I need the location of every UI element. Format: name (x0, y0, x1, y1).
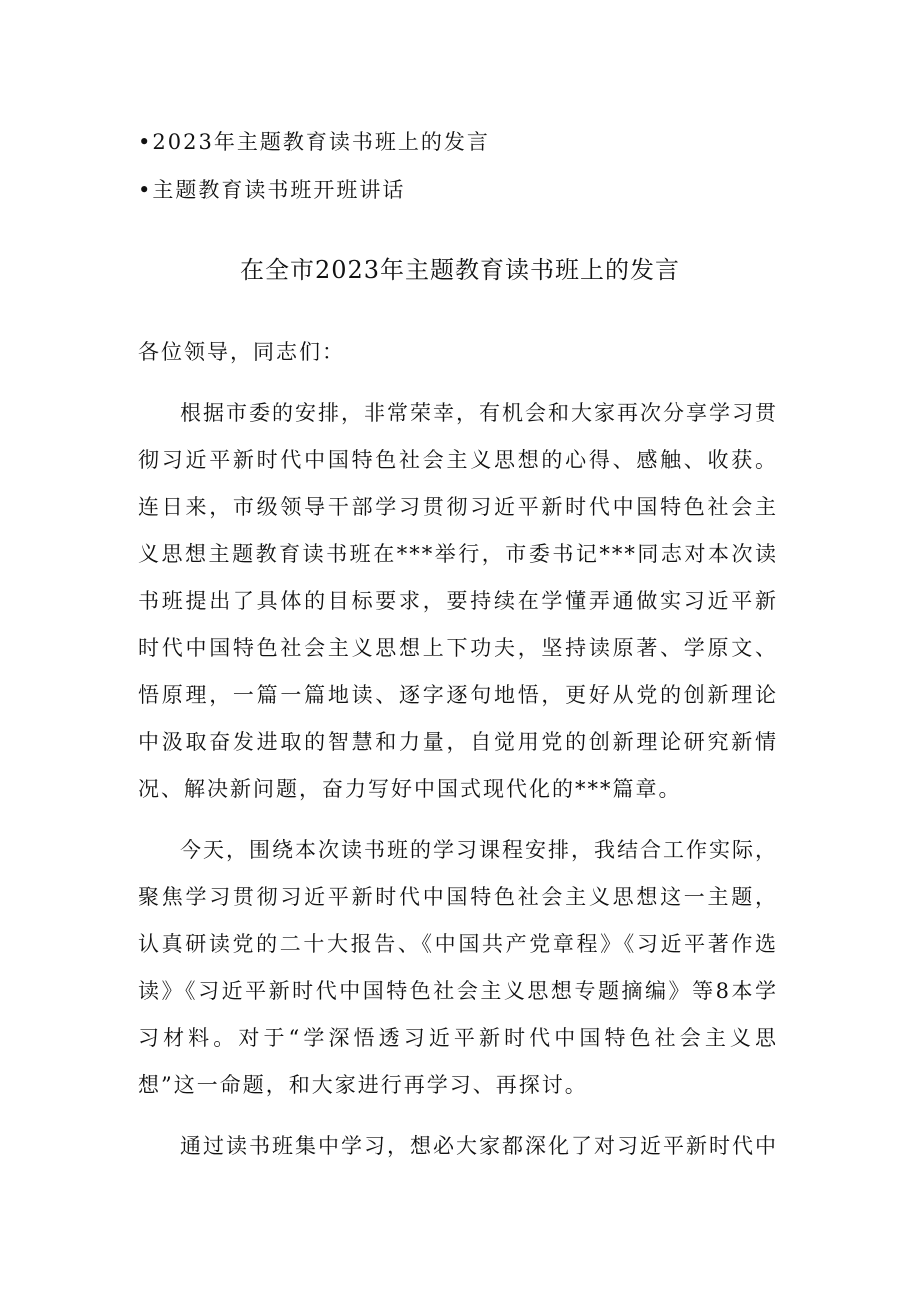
paragraph: 今天，围绕本次读书班的学习课程安排，我结合工作实际，聚焦学习贯彻习近平新时代中国特色社会主义思想这一主题，认真研读党的二十大报告、《中国共产党章程》《习近平著作选读》《习近平新时代中国特色社会主义思想专题摘编》等8本学习材料。对于“学深悟透习近平新时代中国特色社会主义思想”这一命题，和大家进行再学习、再探讨。 (138, 838, 778, 1097)
toc-item: •2023年主题教育读书班上的发言 (138, 130, 490, 154)
paragraph: 通过读书班集中学习，想必大家都深化了对习近平新时代中 (180, 1134, 778, 1158)
toc-item: •主题教育读书班开班讲话 (138, 178, 406, 202)
salutation: 各位领导，同志们： (138, 340, 345, 364)
paragraph: 根据市委的安排，非常荣幸，有机会和大家再次分享学习贯彻习近平新时代中国特色社会主义思想的心得、感触、收获。连日来，市级领导干部学习贯彻习近平新时代中国特色社会主义思想主题教育读书班在***举行，市委书记***同志对本次读书班提出了具体的目标要求，要持续在学懂弄通做实习近平新时代中国特色社会主义思想上下功夫，坚持读原著、学原文、悟原理，一篇一篇地读、逐字逐句地悟，更好从党的创新理论中汲取奋发进取的智慧和力量，自觉用党的创新理论研究新情况、解决新问题，奋力写好中国式现代化的***篇章。 (138, 401, 778, 801)
table-of-contents (138, 118, 778, 214)
document-body (138, 332, 778, 1184)
document-title: 在全市2023年主题教育读书班上的发言 (239, 256, 681, 284)
